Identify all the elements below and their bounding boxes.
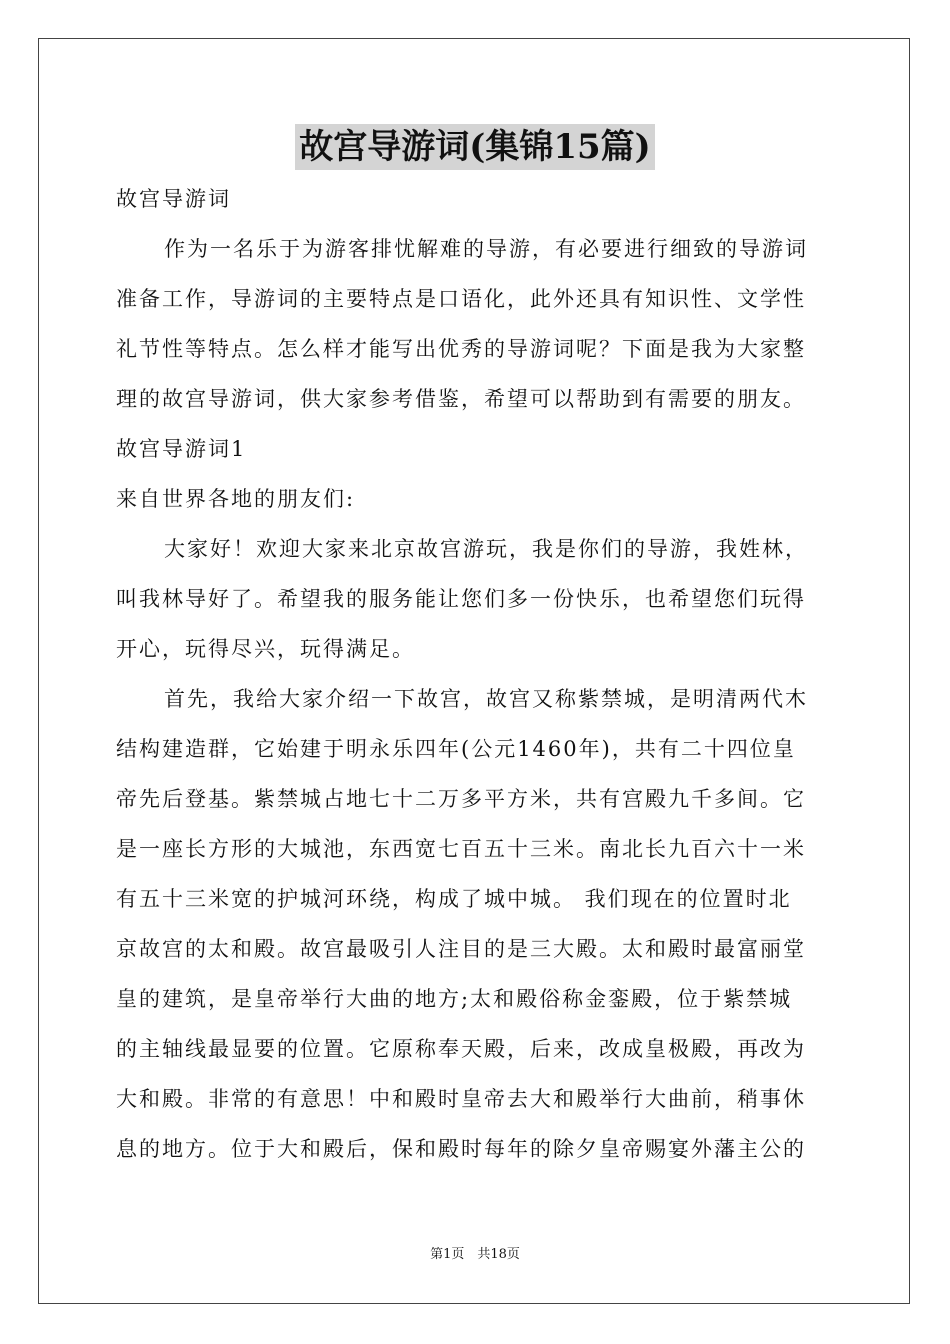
text-line: 准备工作，导游词的主要特点是口语化，此外还具有知识性、文学性 xyxy=(116,287,806,311)
text-line: 理的故宫导游词，供大家参考借鉴，希望可以帮助到有需要的朋友。 xyxy=(116,387,806,411)
text-line: 皇的建筑，是皇帝举行大曲的地方;太和殿俗称金銮殿，位于紫禁城 xyxy=(116,987,793,1011)
document-title: 故宫导游词(集锦15篇) xyxy=(295,124,655,170)
title-container xyxy=(0,124,950,170)
text-line: 是一座长方形的大城池，东西宽七百五十三米。南北长九百六十一米 xyxy=(116,837,806,861)
text-line: 大和殿。非常的有意思！中和殿时皇帝去大和殿举行大曲前，稍事休 xyxy=(116,1087,806,1111)
page-number: 第1页 共18页 xyxy=(430,1247,520,1262)
text-line: 来自世界各地的朋友们: xyxy=(116,487,356,511)
text-line: 帝先后登基。紫禁城占地七十二万多平方米，共有宫殿九千多间。它 xyxy=(116,787,806,811)
text-line: 故宫导游词 xyxy=(116,187,231,211)
text-line: 京故宫的太和殿。故宫最吸引人注目的是三大殿。太和殿时最富丽堂 xyxy=(116,937,806,961)
text-line: 作为一名乐于为游客排忧解难的导游，有必要进行细致的导游词 xyxy=(164,237,808,261)
document-body xyxy=(116,174,836,1174)
text-line: 息的地方。位于大和殿后，保和殿时每年的除夕皇帝赐宴外藩主公的 xyxy=(116,1137,806,1161)
text-line: 叫我林导好了。希望我的服务能让您们多一份快乐，也希望您们玩得 xyxy=(116,587,806,611)
text-line: 开心，玩得尽兴，玩得满足。 xyxy=(116,637,415,661)
text-line: 大家好！欢迎大家来北京故宫游玩，我是你们的导游，我姓林， xyxy=(164,537,808,561)
section-heading: 故宫导游词1 xyxy=(116,437,247,461)
text-line: 的主轴线最显要的位置。它原称奉天殿，后来，改成皇极殿，再改为 xyxy=(116,1037,806,1061)
text-line: 礼节性等特点。怎么样才能写出优秀的导游词呢？下面是我为大家整 xyxy=(116,337,806,361)
text-line: 结构建造群，它始建于明永乐四年(公元1460年)，共有二十四位皇 xyxy=(116,737,796,761)
text-line: 首先，我给大家介绍一下故宫，故宫又称紫禁城，是明清两代木 xyxy=(164,687,808,711)
text-line: 有五十三米宽的护城河环绕，构成了城中城。 我们现在的位置时北 xyxy=(116,887,792,911)
